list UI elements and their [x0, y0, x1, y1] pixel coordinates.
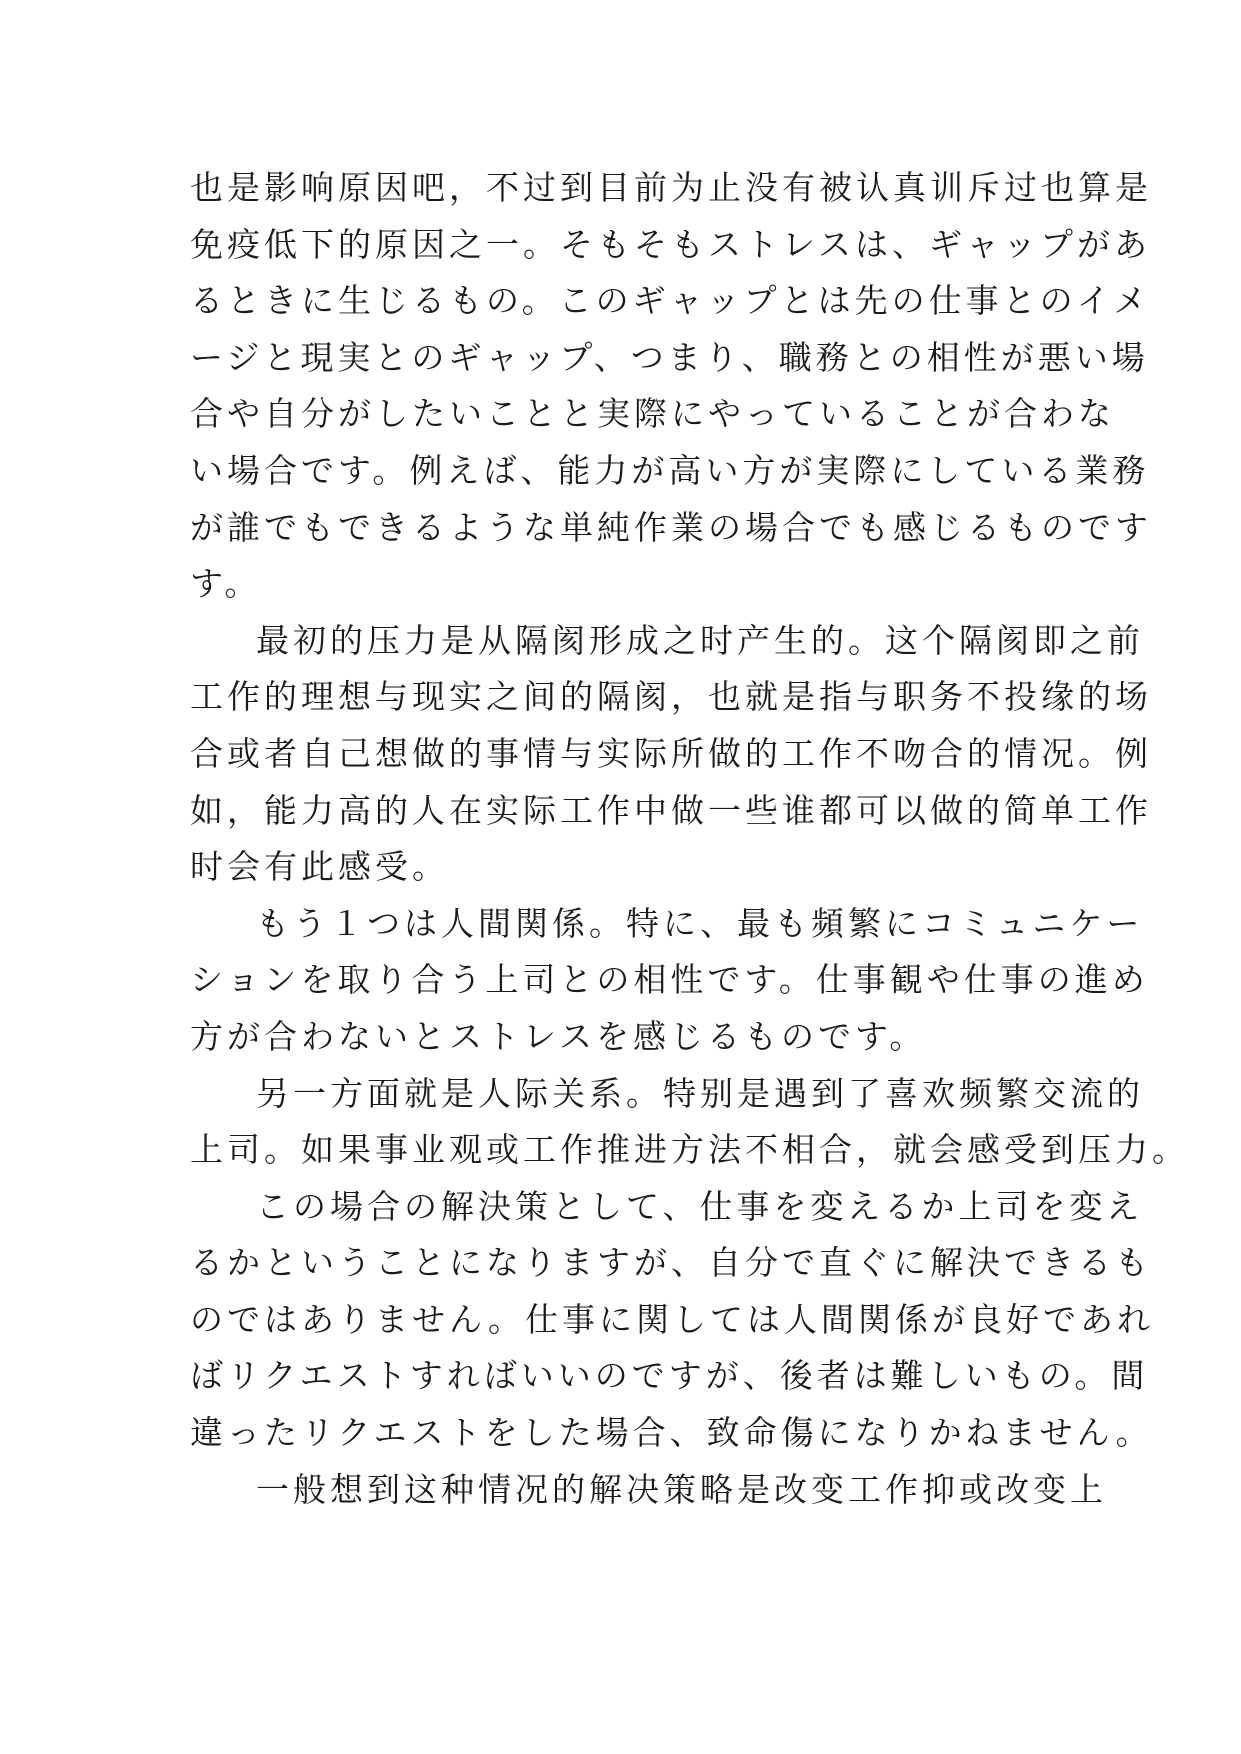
text-line: 工作的理想与现实之间的隔阂，也就是指与职务不投缘的场 — [190, 677, 1152, 717]
text-line: るかということになりますが、自分で直ぐに解決できるも — [190, 1243, 1152, 1283]
text-line: ばリクエストすればいいのですが、後者は難しいもの。間 — [190, 1356, 1149, 1396]
text-line: 上司。如果事业观或工作推进方法不相合，就会感受到压力。 — [190, 1130, 1189, 1170]
text-line: 方が合わないとストレスを感じるものです。 — [190, 1016, 927, 1056]
text-line: るときに生じるもの。このギャップとは先の仕事とのイメ — [190, 281, 1151, 321]
text-line: 另一方面就是人际关系。特别是遇到了喜欢频繁交流的 — [256, 1073, 1144, 1113]
text-line: ションを取り合う上司との相性です。仕事観や仕事の進め — [190, 960, 1149, 1000]
text-line: 最初的压力是从隔阂形成之时产生的。这个隔阂即之前 — [256, 620, 1144, 660]
text-line: この場合の解決策として、仕事を変えるか上司を変え — [256, 1186, 1144, 1226]
text-line: い場合です。例えば、能力が高い方が実際にしている業務 — [190, 450, 1150, 490]
text-line: のではありません。仕事に関しては人間関係が良好であれ — [190, 1299, 1154, 1339]
text-line: もう１つは人間関係。特に、最も頻繁にコミュニケー — [256, 903, 1144, 943]
text-line: 一般想到这种情况的解决策略是改变工作抑或改变上 — [256, 1469, 1107, 1509]
text-line: 如，能力高的人在实际工作中做一些谁都可以做的简单工作 — [190, 790, 1152, 830]
text-line: 也是影响原因吧，不过到目前为止没有被认真训斥过也算是 — [190, 168, 1152, 207]
text-line: ージと現実とのギャップ、つまり、職務との相性が悪い場 — [190, 337, 1149, 377]
text-line: 合或者自己想做的事情与实际所做的工作不吻合的情况。例 — [190, 733, 1152, 773]
text-line: 違ったリクエストをした場合、致命傷になりかねません。 — [190, 1413, 1153, 1453]
text-line: す。 — [190, 564, 262, 604]
text-line: 免疫低下的原因之一。そもそもストレスは、ギャップがあ — [190, 224, 1152, 264]
text-line: が誰でもできるような単純作業の場合でも感じるものです — [190, 507, 1152, 547]
text-line: 时会有此感受。 — [190, 847, 449, 887]
text-line: 合や自分がしたいことと実際にやっていることが合わな — [190, 394, 1115, 434]
body-text — [190, 160, 1189, 1518]
